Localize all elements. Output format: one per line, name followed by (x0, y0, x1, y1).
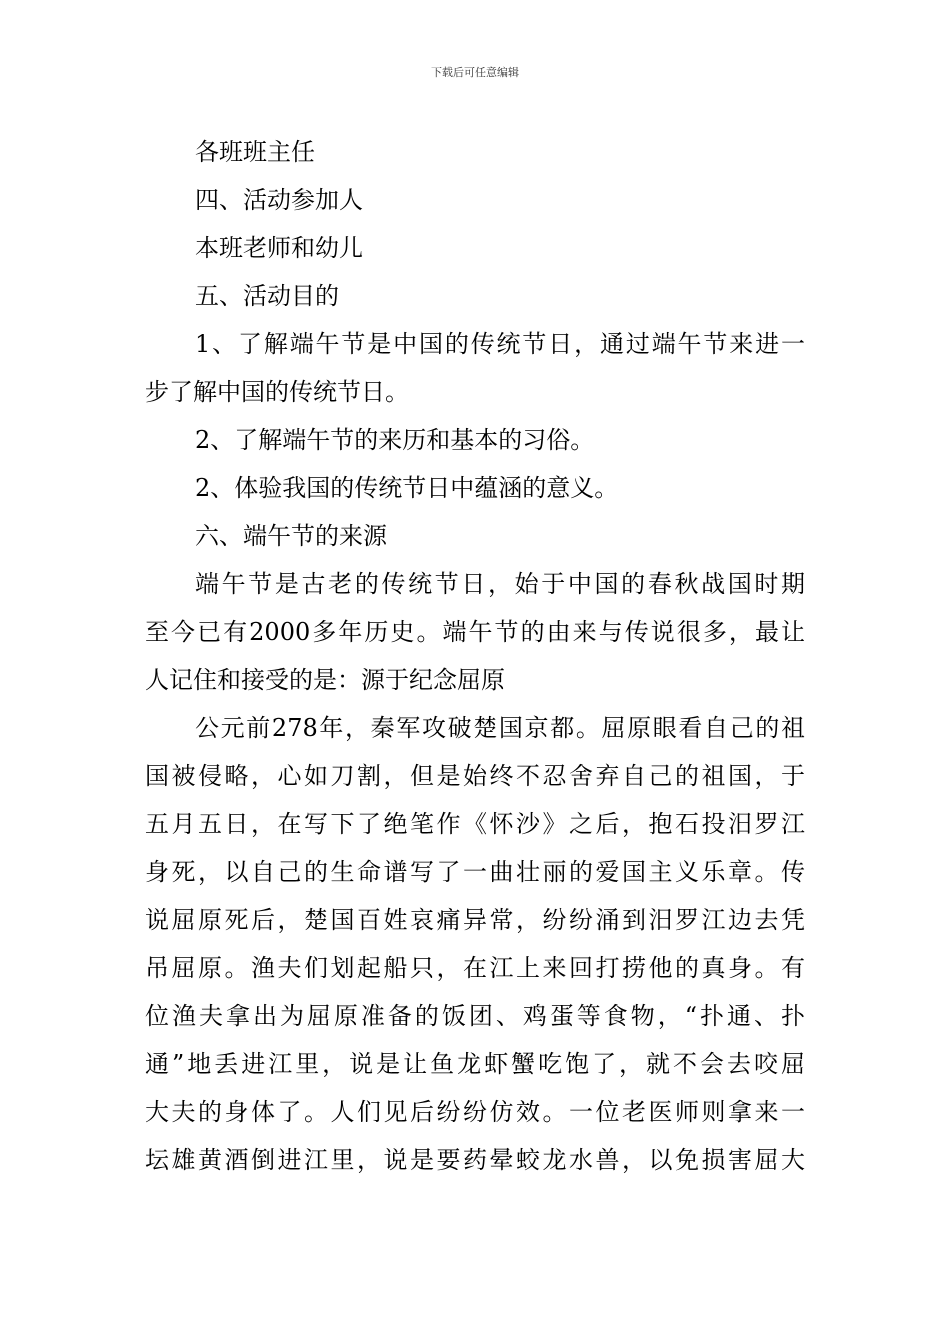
text-line: 五、活动目的 (195, 282, 339, 310)
page-header: 下载后可任意编辑 (431, 66, 519, 79)
text-line: 步了解中国的传统节日。 (145, 378, 409, 406)
text-line: 六、端午节的来源 (195, 522, 387, 550)
text-line: 2、了解端午节的来历和基本的习俗。 (195, 426, 595, 454)
text-line: 五月五日，在写下了绝笔作《怀沙》之后，抱石投汨罗江 (145, 810, 805, 838)
text-line: 本班老师和幼儿 (195, 234, 363, 262)
text-line: 端午节是古老的传统节日，始于中国的春秋战国时期 (195, 570, 805, 598)
text-line: 吊屈原。渔夫们划起船只，在江上来回打捞他的真身。有 (145, 954, 805, 982)
text-line: 公元前278年，秦军攻破楚国京都。屈原眼看自己的祖 (195, 714, 805, 742)
text-line: 人记住和接受的是：源于纪念屈原 (145, 666, 505, 694)
text-line: 坛雄黄酒倒进江里，说是要药晕蛟龙水兽，以免损害屈大 (145, 1146, 805, 1174)
text-line: 身死，以自己的生命谱写了一曲壮丽的爱国主义乐章。传 (145, 858, 805, 886)
document-body (145, 128, 805, 1184)
text-line: 至今已有2000多年历史。端午节的由来与传说很多，最让 (145, 618, 805, 646)
text-line: 说屈原死后，楚国百姓哀痛异常，纷纷涌到汨罗江边去凭 (145, 906, 805, 934)
text-line: 2、体验我国的传统节日中蕴涵的意义。 (195, 474, 619, 502)
text-line: 大夫的身体了。人们见后纷纷仿效。一位老医师则拿来一 (145, 1098, 805, 1126)
text-line: 各班班主任 (195, 138, 315, 166)
text-line: 1、了解端午节是中国的传统节日，通过端午节来进一 (195, 330, 805, 358)
text-line: 国被侵略，心如刀割，但是始终不忍舍弃自己的祖国，于 (145, 762, 805, 790)
text-line: 位渔夫拿出为屈原准备的饭团、鸡蛋等食物，“扑通、扑 (145, 1002, 805, 1030)
text-line: 四、活动参加人 (195, 186, 363, 214)
text-line: 通”地丢进江里，说是让鱼龙虾蟹吃饱了，就不会去咬屈 (145, 1050, 805, 1078)
